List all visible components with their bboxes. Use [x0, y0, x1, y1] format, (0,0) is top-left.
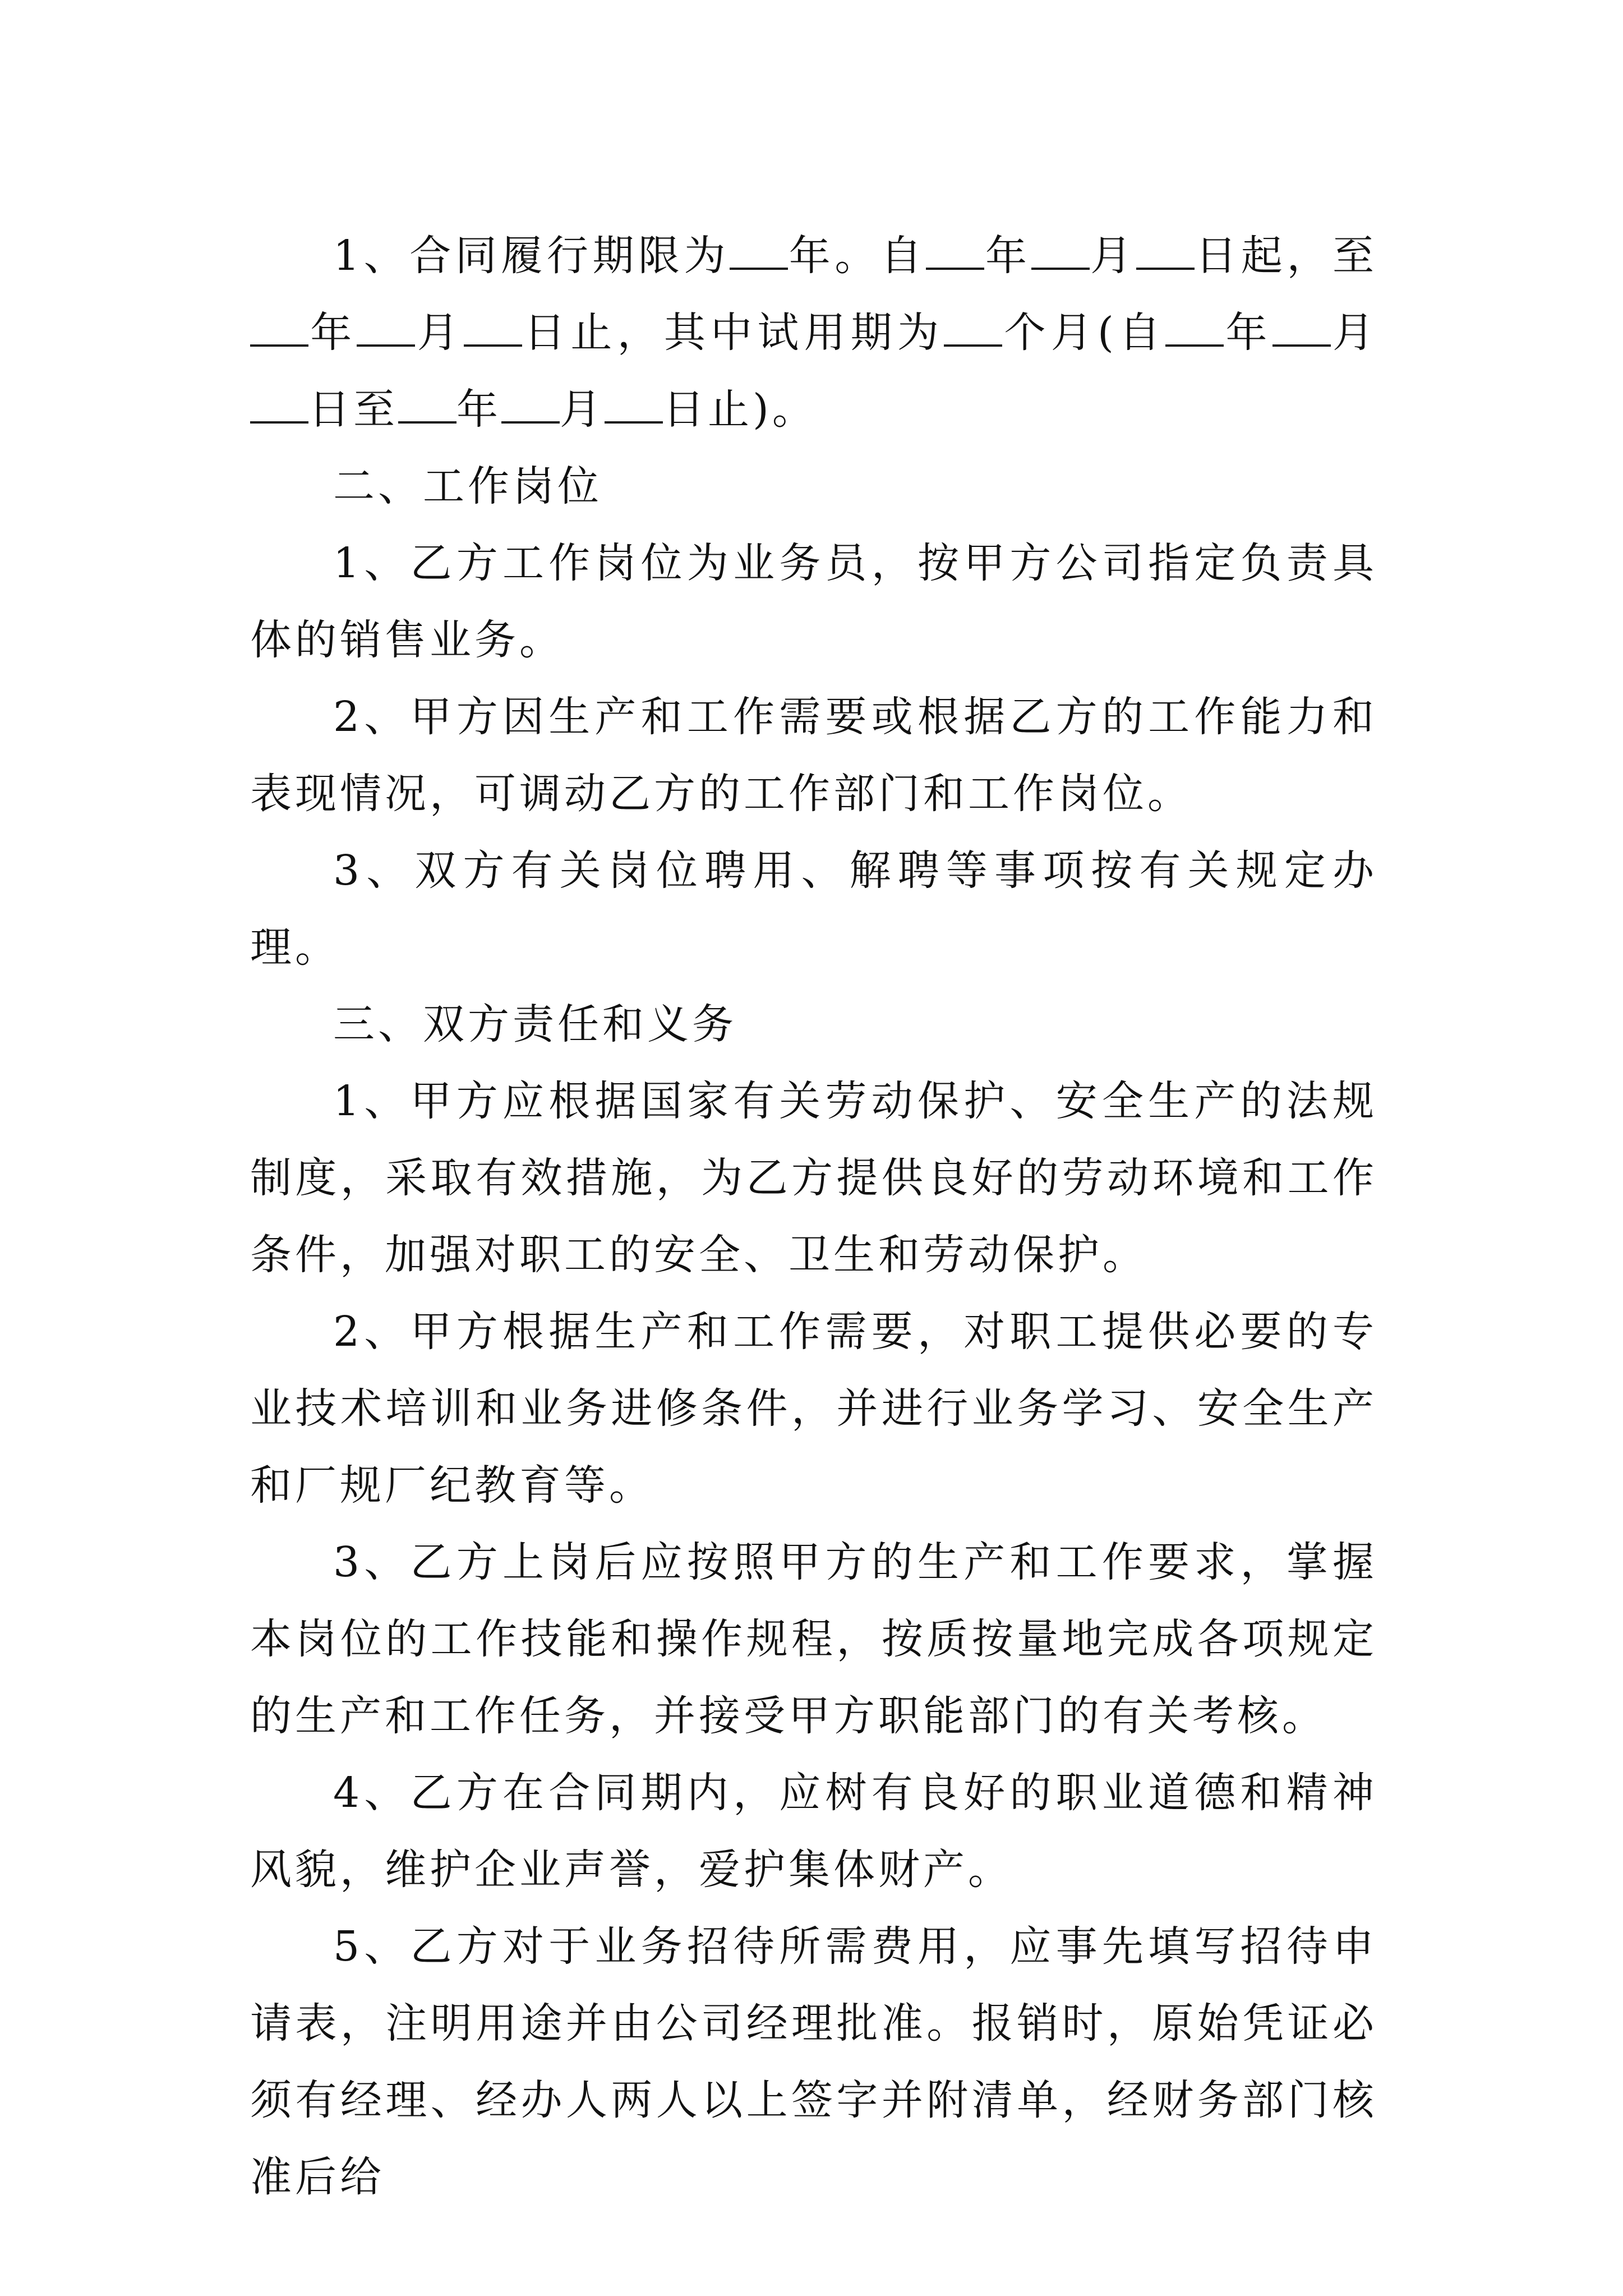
paragraph-text-segment: 月	[560, 385, 605, 434]
fill-in-blank	[730, 230, 788, 270]
paragraph-text-segment: 月	[1089, 232, 1136, 280]
fill-in-blank	[501, 384, 560, 424]
paragraph-text-segment: 日止)。	[663, 385, 817, 434]
fill-in-blank	[1272, 307, 1331, 347]
paragraph-text-segment: 月	[415, 309, 464, 357]
clause-paragraph: 4、乙方在合同期内，应树有良好的职业道德和精神风貌，维护企业声誉，爱护集体财产。	[250, 1769, 1377, 1894]
clause-paragraph: 1、甲方应根据国家有关劳动保护、安全生产的法规制度，采取有效措施，为乙方提供良好的劳动环境和工作条件，加强对职工的安全、卫生和劳动保护。	[250, 1077, 1377, 1279]
fill-in-blank	[605, 384, 663, 424]
fill-in-blank	[464, 307, 522, 347]
section-heading: 三、双方责任和义务	[333, 1000, 737, 1048]
paragraph-text-segment: 年。自	[788, 232, 926, 280]
paragraph-text-segment: 年	[1224, 309, 1272, 357]
fill-in-blank	[250, 307, 308, 347]
paragraph-text-segment: 年	[457, 385, 501, 434]
clause-paragraph: 2、甲方根据生产和工作需要，对职工提供必要的专业技术培训和业务进修条件，并进行业务学习、安全生产和厂规厂纪教育等。	[250, 1308, 1377, 1510]
fill-in-blank	[944, 307, 1002, 347]
section-heading: 二、工作岗位	[333, 462, 602, 510]
paragraph-text-segment: 1、合同履行期限为	[333, 232, 730, 280]
fill-in-blank	[398, 384, 457, 424]
clause-paragraph: 5、乙方对于业务招待所需费用，应事先填写招待申请表，注明用途并由公司经理批准。报销时，原始凭证必须有经理、经办人两人以上签字并附清单，经财务部门核准后给	[250, 1922, 1377, 2201]
paragraph-text-segment: 年	[984, 232, 1031, 280]
paragraph-text-segment: 年	[308, 309, 357, 357]
fill-in-blank	[357, 307, 415, 347]
fill-in-blank	[1031, 230, 1090, 270]
document-body	[250, 218, 1377, 2216]
paragraph-text-segment: 日起，至	[1194, 232, 1378, 280]
fill-in-blank	[250, 384, 308, 424]
fill-in-blank	[1136, 230, 1195, 270]
fill-in-blank	[1165, 307, 1224, 347]
paragraph-text-segment: 月	[1330, 309, 1378, 357]
clause-paragraph: 1、乙方工作岗位为业务员，按甲方公司指定负责具体的销售业务。	[250, 539, 1377, 664]
contract-term-paragraph	[250, 218, 1377, 448]
paragraph-text-segment: 日止，其中试用期为	[522, 309, 944, 357]
clause-paragraph: 3、乙方上岗后应按照甲方的生产和工作要求，掌握本岗位的工作技能和操作规程，按质按量地完成各项规定的生产和工作任务，并接受甲方职能部门的有关考核。	[250, 1538, 1377, 1740]
clause-paragraph: 3、双方有关岗位聘用、解聘等事项按有关规定办理。	[250, 846, 1377, 972]
paragraph-text-segment: 个月(自	[1002, 309, 1166, 357]
paragraph-text-segment: 日至	[308, 385, 398, 434]
fill-in-blank	[926, 230, 984, 270]
clause-paragraph: 2、甲方因生产和工作需要或根据乙方的工作能力和表现情况，可调动乙方的工作部门和工作岗位。	[250, 693, 1377, 818]
